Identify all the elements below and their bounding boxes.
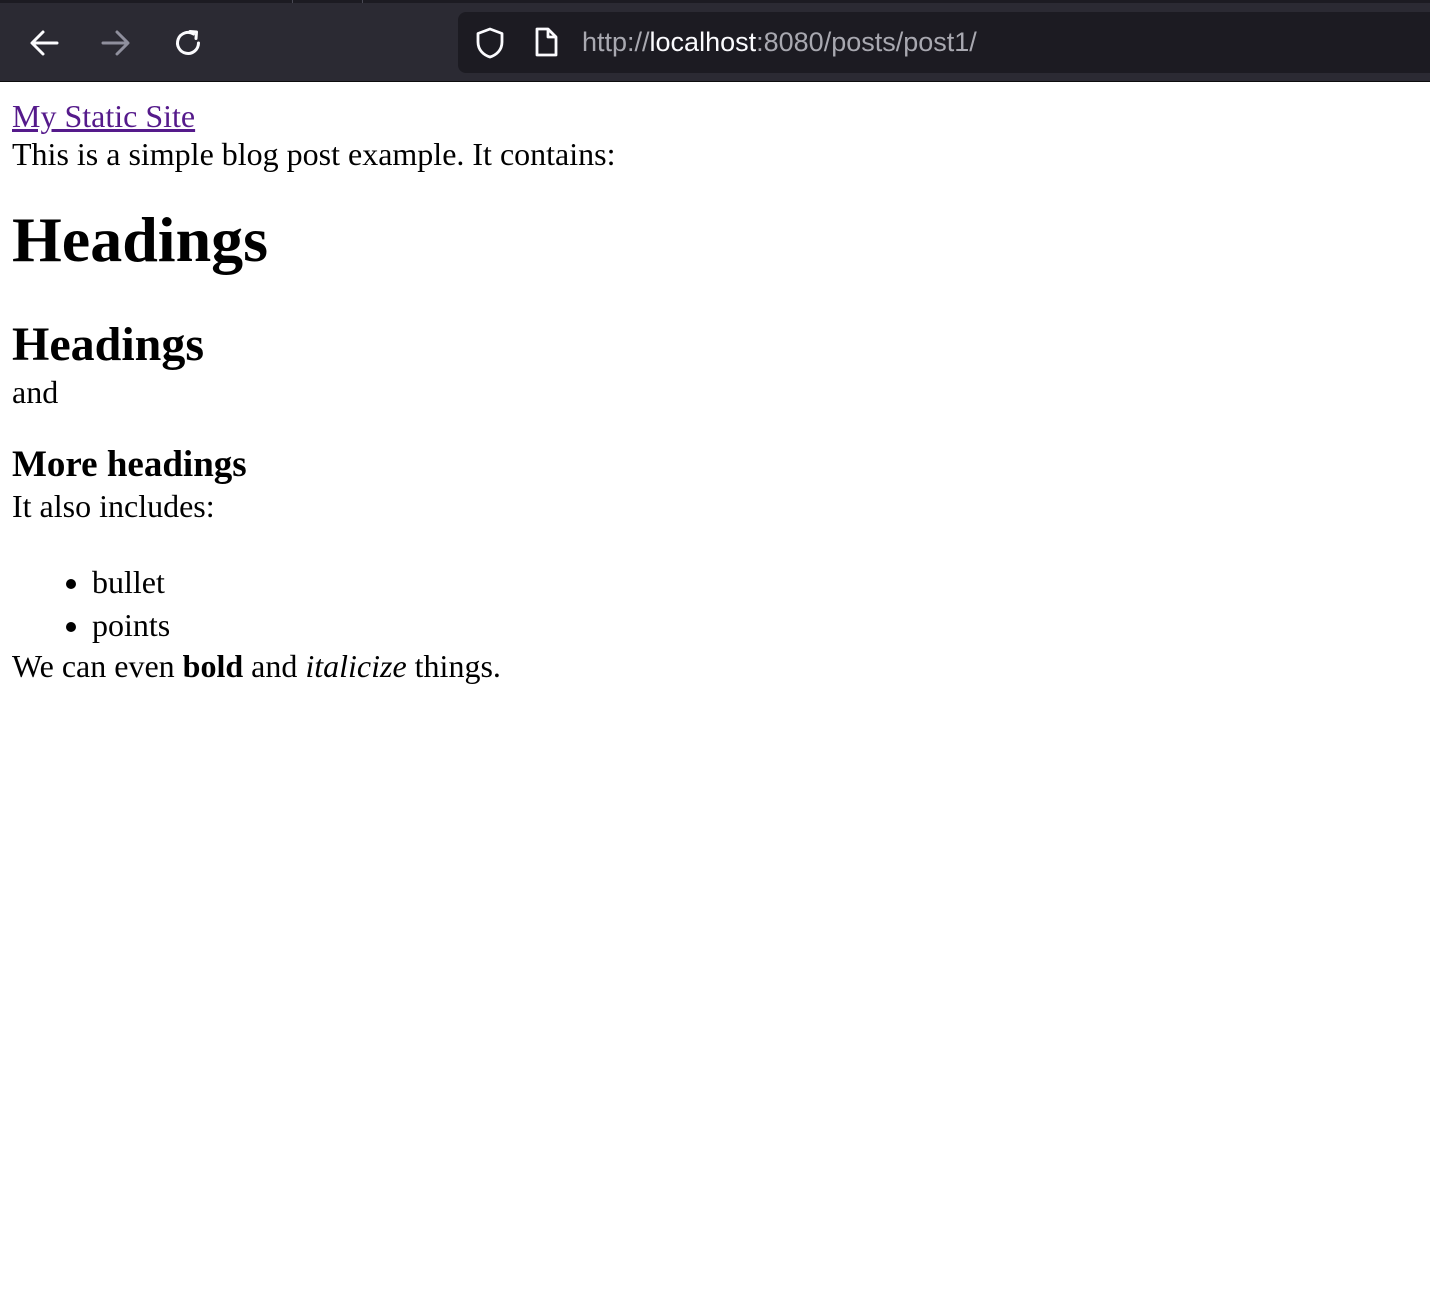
arrow-left-icon <box>28 29 60 57</box>
includes-paragraph: It also includes: <box>12 488 215 524</box>
arrow-right-icon <box>100 29 132 57</box>
shield-icon[interactable] <box>474 26 506 60</box>
text-run: things. <box>406 648 501 684</box>
url-path: :8080/posts/post1/ <box>756 27 977 57</box>
tab-separator <box>362 0 363 3</box>
page-content <box>0 82 1430 685</box>
browser-toolbar <box>0 0 1430 82</box>
tab-separator <box>292 0 293 3</box>
url-bar[interactable] <box>458 12 1430 73</box>
heading-level-3: More headings <box>12 444 247 485</box>
list-item: • points <box>92 604 1418 647</box>
forward-button[interactable] <box>94 21 138 65</box>
tab-strip-edge <box>0 0 1430 3</box>
bold-text: bold <box>182 648 244 684</box>
text-run: We can even <box>12 648 183 684</box>
url-text[interactable] <box>582 26 977 58</box>
reload-button[interactable] <box>166 21 210 65</box>
intro-paragraph: This is a simple blog post example. It contains: <box>12 136 616 172</box>
site-home-link[interactable]: My Static Site <box>12 98 196 134</box>
italic-text: italicize <box>305 648 407 684</box>
heading-level-2: Headings <box>12 318 205 371</box>
list-item: • bullet <box>92 561 1418 604</box>
heading-level-1: Headings <box>12 204 269 275</box>
url-scheme: http:// <box>582 27 650 57</box>
page-icon[interactable] <box>532 26 560 58</box>
formatting-paragraph <box>12 647 1418 685</box>
reload-icon <box>172 27 204 59</box>
back-button[interactable] <box>22 21 66 65</box>
and-paragraph: and <box>12 374 59 410</box>
bullet-list <box>12 561 1418 647</box>
text-run: and <box>243 648 306 684</box>
url-host: localhost <box>649 27 757 57</box>
